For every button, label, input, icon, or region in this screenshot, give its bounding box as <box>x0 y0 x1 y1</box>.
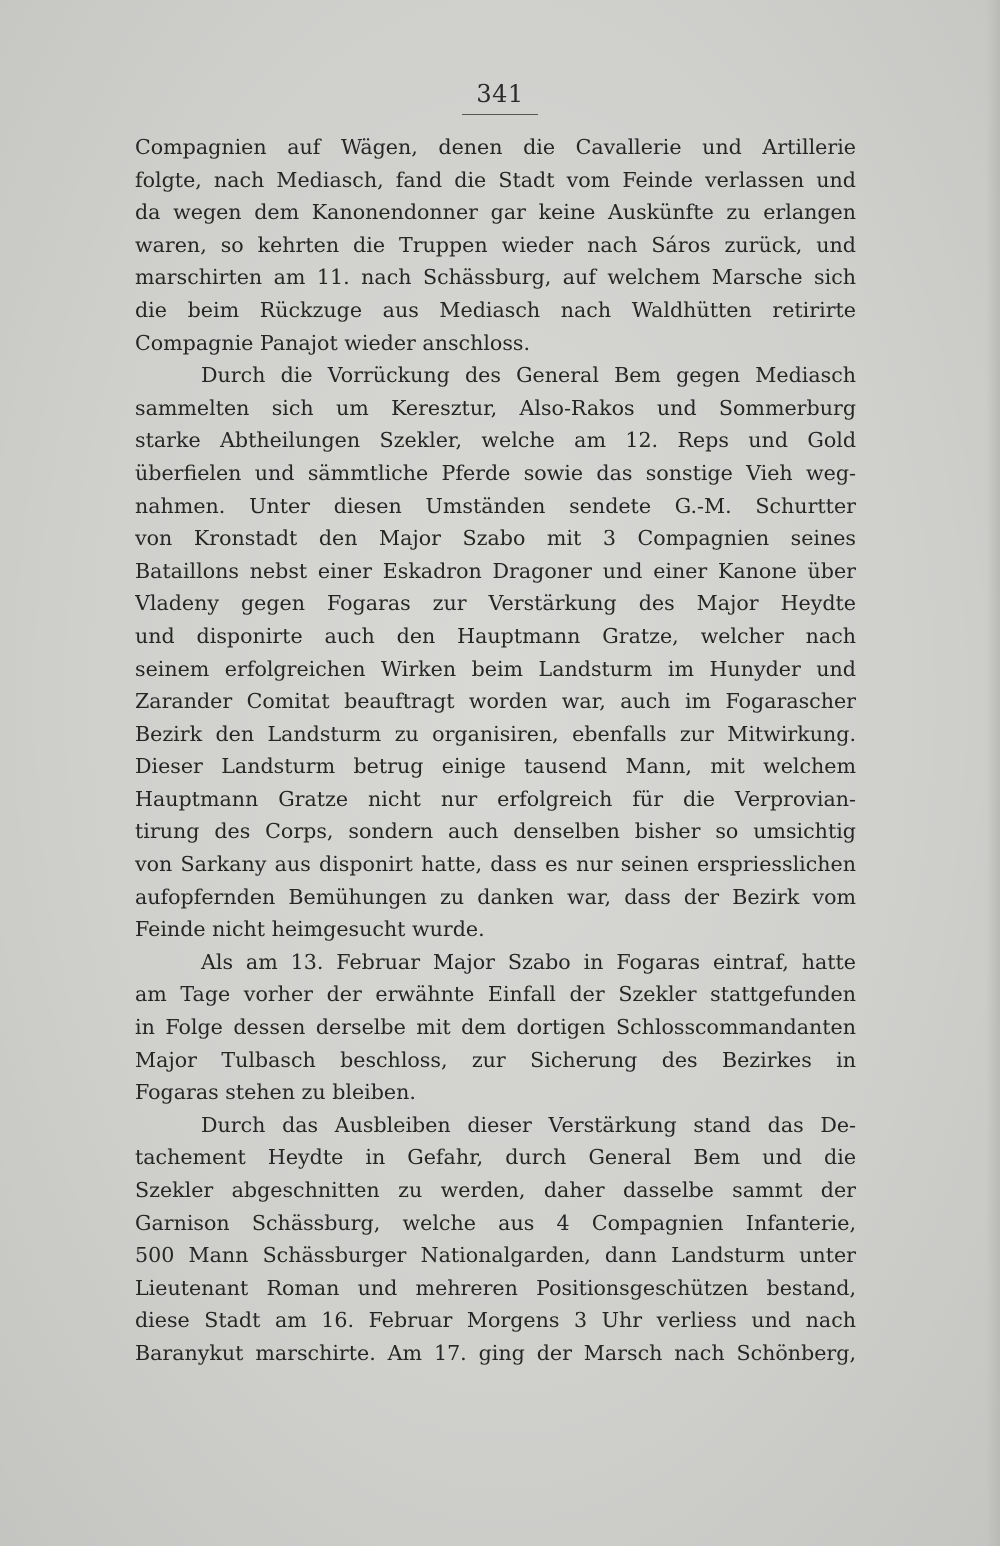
text-line: Bataillons nebst einer Eskadron Dragoner und einer Kanone über <box>135 558 856 583</box>
text-line: Fogaras stehen zu bleiben. <box>135 1080 416 1105</box>
text-line: Lieutenant Roman und mehreren Positionsgeschützen bestand, <box>135 1275 856 1300</box>
text-line: Hauptmann Gratze nicht nur erfolgreich für die Verprovian- <box>135 786 856 811</box>
text-line: Als am 13. Februar Major Szabo in Fogaras eintraf, hatte <box>201 949 856 974</box>
text-line: aufopfernden Bemühungen zu danken war, dass der Bezirk vom <box>135 884 856 909</box>
text-line: Durch die Vorrückung des General Bem gegen Mediasch <box>201 363 856 388</box>
text-line: in Folge dessen derselbe mit dem dortigen Schlosscommandanten <box>135 1015 856 1040</box>
text-line: diese Stadt am 16. Februar Morgens 3 Uhr verliess und nach <box>135 1308 856 1333</box>
text-line: marschirten am 11. nach Schässburg, auf welchem Marsche sich <box>135 265 856 290</box>
text-line: am Tage vorher der erwähnte Einfall der Szekler stattgefunden <box>135 982 856 1007</box>
text-line: Bezirk den Landsturm zu organisiren, ebenfalls zur Mitwirkung. <box>135 721 856 746</box>
text-line: Baranykut marschirte. Am 17. ging der Marsch nach Schönberg, <box>135 1340 856 1365</box>
text-line: waren, so kehrten die Truppen wieder nach Sáros zurück, und <box>135 232 856 257</box>
text-line: folgte, nach Mediasch, fand die Stadt vom Feinde verlassen und <box>135 167 856 192</box>
text-line: 500 Mann Schässburger Nationalgarden, dann Landsturm unter <box>135 1243 856 1268</box>
page-number-rule <box>462 114 538 115</box>
text-line: tachement Heydte in Gefahr, durch General Bem und die <box>135 1145 856 1170</box>
text-line: seinem erfolgreichen Wirken beim Landsturm im Hunyder und <box>135 656 856 681</box>
text-line: Vladeny gegen Fogaras zur Verstärkung des Major Heydte <box>135 591 856 616</box>
text-line: da wegen dem Kanonendonner gar keine Auskünfte zu erlangen <box>135 200 856 225</box>
text-line: überfielen und sämmtliche Pferde sowie das sonstige Vieh weg- <box>135 460 856 485</box>
text-line: sammelten sich um Keresztur, Also-Rakos und Sommerburg <box>135 395 856 420</box>
text-line: nahmen. Unter diesen Umständen sendete G.-M. Schurtter <box>135 493 856 518</box>
text-line: Compagnie Panajot wieder anschloss. <box>135 330 531 355</box>
page-edge-shadow <box>986 0 1000 1546</box>
text-line: von Sarkany aus disponirt hatte, dass es nur seinen erspriesslichen <box>135 852 856 877</box>
text-line: starke Abtheilungen Szekler, welche am 12. Reps und Gold <box>135 428 856 453</box>
text-line: die beim Rückzuge aus Mediasch nach Waldhütten retirirte <box>135 297 856 322</box>
text-line: Feinde nicht heimgesucht wurde. <box>135 917 485 942</box>
text-line: Durch das Ausbleiben dieser Verstärkung stand das De- <box>201 1112 856 1137</box>
text-line: tirung des Corps, sondern auch denselben bisher so umsichtig <box>135 819 856 844</box>
text-line: Garnison Schässburg, welche aus 4 Compagnien Infanterie, <box>135 1210 856 1235</box>
text-line: Compagnien auf Wägen, denen die Cavallerie und Artillerie <box>135 135 856 159</box>
body-text <box>135 131 856 1370</box>
text-line: und disponirte auch den Hauptmann Gratze, welcher nach <box>135 623 856 648</box>
page-number: 341 <box>476 80 524 108</box>
text-line: Zarander Comitat beauftragt worden war, auch im Fogarascher <box>135 689 856 714</box>
text-line: Szekler abgeschnitten zu werden, daher dasselbe sammt der <box>135 1178 856 1202</box>
text-line: von Kronstadt den Major Szabo mit 3 Compagnien seines <box>135 526 856 551</box>
text-line: Major Tulbasch beschloss, zur Sicherung des Bezirkes in <box>135 1047 856 1072</box>
text-line: Dieser Landsturm betrug einige tausend Mann, mit welchem <box>135 754 856 779</box>
